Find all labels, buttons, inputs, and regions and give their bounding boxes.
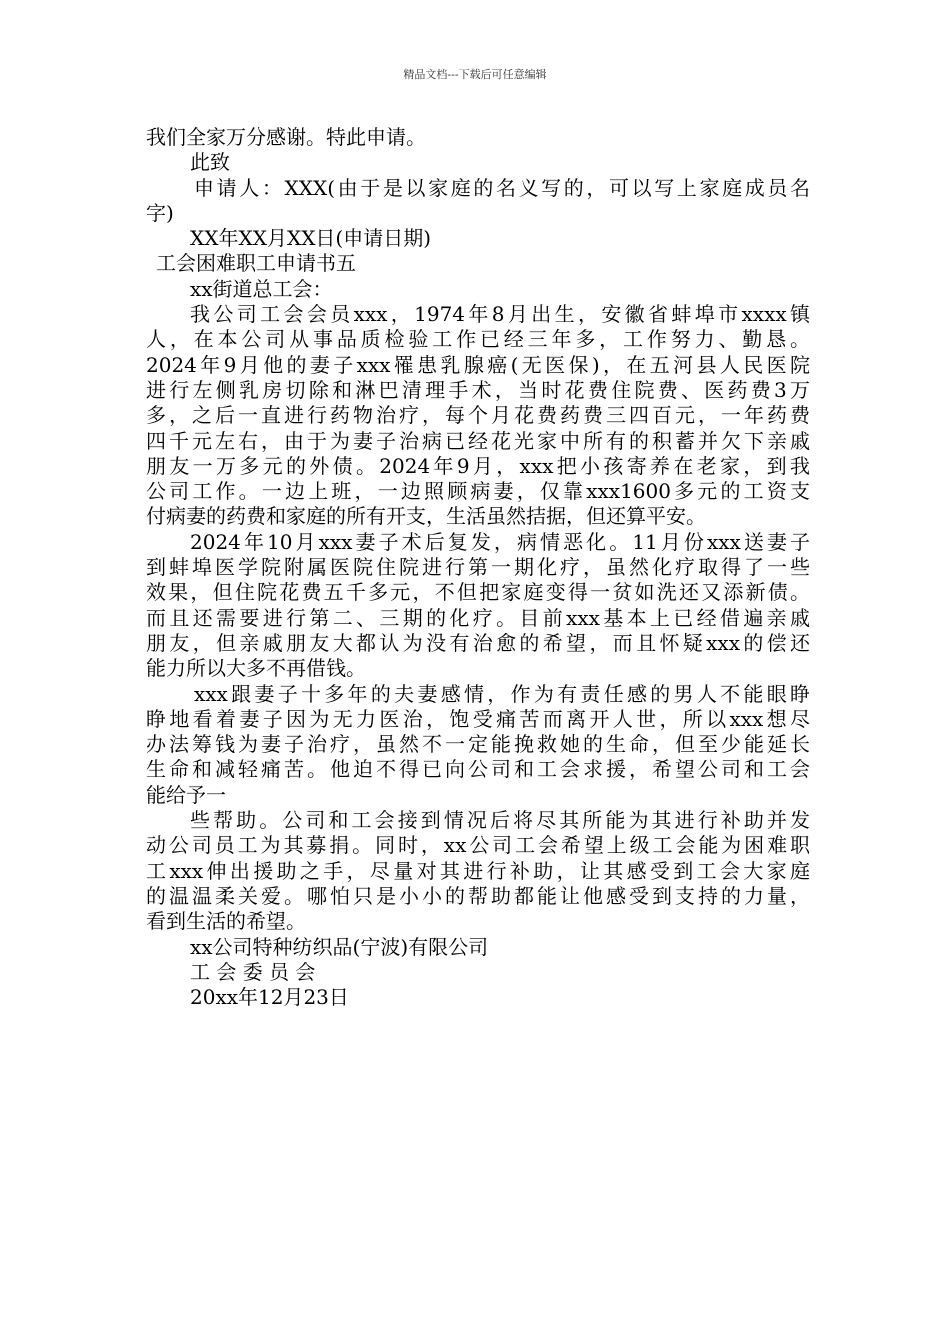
text-line: 效果，但住院花费五千多元，不但把家庭变得一贫如洗还又添新债。 (146, 580, 810, 605)
text-line: 2024年10月xxx妻子术后复发，病情恶化。11月份xxx送妻子 (190, 529, 810, 554)
text-line: 动公司员工为其募捐。同时，xx公司工会希望上级工会能为困难职 (146, 833, 810, 858)
text-line: 能力所以大多不再借钱。 (146, 656, 366, 681)
text-line: 看到生活的希望。 (146, 909, 306, 934)
text-line: 多，之后一直进行药物治疗，每个月花费药费三四百元，一年药费 (146, 403, 810, 428)
text-line: 办法筹钱为妻子治疗，虽然不一定能挽救她的生命，但至少能延长 (146, 732, 810, 757)
signature-committee: 工 会 委 员 会 (190, 959, 316, 984)
date-line: XX年XX月XX日(申请日期) (190, 226, 432, 251)
text-line: 些帮助。公司和工会接到情况后将尽其所能为其进行补助并发 (190, 808, 810, 833)
addressee-line: xx街道总工会： (190, 276, 333, 301)
text-line: 睁地看着妻子因为无力医治，饱受痛苦而离开人世，所以xxx想尽 (146, 706, 810, 731)
section-title: 工会困难职工申请书五 (156, 251, 356, 276)
text-line: xxx跟妻子十多年的夫妻感情，作为有责任感的男人不能眼睁 (194, 681, 810, 706)
text-line: 公司工作。一边上班，一边照顾病妻，仅靠xxx1600多元的工资支 (146, 479, 810, 504)
text-line: 付病妻的药费和家庭的所有开支，生活虽然拮据，但还算平安。 (146, 504, 706, 529)
salutation-line: 此致 (190, 150, 230, 175)
signature-company: xx公司特种纺织品(宁波)有限公司 (190, 934, 489, 959)
text-line: 朋友，但亲戚朋友大都认为没有治愈的希望，而且怀疑xxx的偿还 (146, 630, 810, 655)
text-line: 而且还需要进行第二、三期的化疗。目前xxx基本上已经借遍亲戚 (146, 605, 810, 630)
document-body (146, 125, 810, 1010)
text-line: 我们全家万分感谢。特此申请。 (146, 125, 426, 149)
text-line: 我公司工会会员xxx，1974年8月出生，安徽省蚌埠市xxxx镇 (190, 302, 810, 327)
applicant-line: 申请人：XXX(由于是以家庭的名义写的，可以写上家庭成员名 (194, 175, 810, 200)
text-line: 进行左侧乳房切除和淋巴清理手术，当时花费住院费、医药费3万 (146, 377, 810, 402)
text-line: 朋友一万多元的外债。2024年9月，xxx把小孩寄养在老家，到我 (146, 453, 810, 478)
text-line: 的温温柔关爱。哪怕只是小小的帮助都能让他感受到支持的力量， (146, 883, 810, 908)
text-line: 生命和减轻痛苦。他迫不得已向公司和工会求援，希望公司和工会 (146, 757, 810, 782)
text-line: 能给予一 (146, 782, 226, 807)
page-header: 精品文档---下载后可任意编辑 (403, 68, 547, 81)
text-line: 字) (146, 200, 174, 225)
text-line: 2024年9月他的妻子xxx罹患乳腺癌(无医保)，在五河县人民医院 (146, 352, 810, 377)
text-line: 到蚌埠医学院附属医院住院进行第一期化疗，虽然化疗取得了一些 (146, 555, 810, 580)
text-line: 四千元左右，由于为妻子治病已经花光家中所有的积蓄并欠下亲戚 (146, 428, 810, 453)
signature-date: 20xx年12月23日 (190, 985, 349, 1010)
text-line: 工xxx伸出援助之手，尽量对其进行补助，让其感受到工会大家庭 (146, 858, 810, 883)
text-line: 人，在本公司从事品质检验工作已经三年多，工作努力、勤恳。 (146, 327, 810, 352)
